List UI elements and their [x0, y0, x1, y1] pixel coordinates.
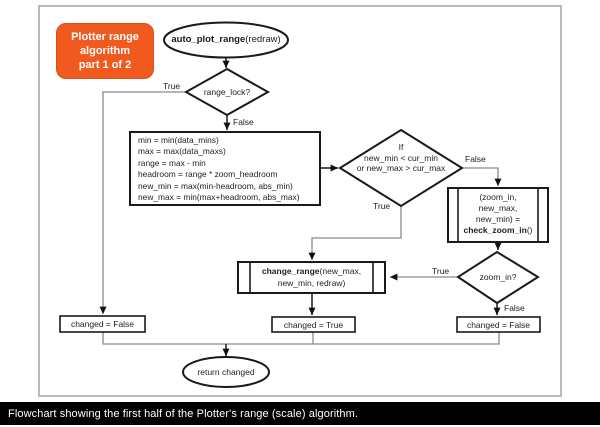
compute-line-4: headroom = range * zoom_headroom [138, 169, 278, 180]
change-range-args-2: new_min, redraw) [277, 277, 346, 288]
change-range-line-1 [251, 266, 372, 278]
check-zoom-line-1: (zoom_in, [479, 192, 517, 202]
edge-if-false [462, 168, 498, 186]
if-line-1: If [398, 142, 404, 152]
change-range-label [251, 266, 372, 289]
edge-label-if-true: True [373, 201, 391, 211]
caption-text: Flowchart showing the first half of the Plotter's range (scale) algorithm. [8, 407, 359, 420]
if-line-2: new_min < cur_min [364, 152, 438, 163]
edge-label-if-false: False [465, 154, 486, 164]
check-zoom-fn-parens: () [526, 225, 533, 235]
compute-line-1: min = min(data_mins) [138, 135, 219, 145]
caption-bar [0, 402, 600, 425]
edge-merge-lines [103, 332, 499, 344]
check-zoom-line-3: new_min) = [475, 214, 521, 224]
range-lock-label: range_lock? [203, 87, 251, 97]
compute-line-6: new_max = min(max+headroom, abs_max) [138, 192, 300, 203]
start-node-name: auto_plot_range [171, 34, 246, 45]
check-zoom-line-4 [458, 225, 538, 236]
check-zoom-line-2: new_max, [478, 203, 518, 213]
edge-label-zoom-in-true: True [432, 266, 450, 276]
title-badge-line1: Plotter range [71, 31, 139, 43]
edge-label-range-lock-false: False [233, 117, 254, 127]
edge-label-range-lock-true: True [163, 81, 181, 91]
compute-line-2: max = max(data_maxs) [138, 146, 226, 157]
edge-label-zoom-in-false: False [504, 303, 525, 313]
title-badge-line2: algorithm [79, 45, 131, 57]
changed-false-right-label: changed = False [466, 320, 531, 330]
change-range-fn-name: change_range [261, 266, 320, 276]
compute-line-3: range = max - min [138, 157, 206, 168]
title-badge-line3: part 1 of 2 [78, 59, 132, 71]
check-zoom-fn-name: check_zoom_in [463, 225, 527, 235]
compute-code-block [138, 135, 300, 203]
if-line-3: or new_max > cur_max [356, 163, 446, 173]
if-decision-label [340, 142, 462, 174]
title-badge [56, 23, 154, 79]
zoom-in-label: zoom_in? [479, 272, 517, 282]
edge-if-true [312, 206, 401, 260]
compute-line-5: new_min = max(min-headroom, abs_min) [138, 180, 293, 191]
changed-false-left-label: changed = False [70, 319, 135, 329]
check-zoom-label [458, 192, 538, 236]
changed-true-label: changed = True [283, 320, 344, 330]
start-node-label [164, 34, 288, 45]
start-node-args: (redraw) [245, 34, 281, 45]
change-range-args-1: (new_max, [319, 266, 362, 276]
end-node-label: return changed [197, 367, 255, 377]
